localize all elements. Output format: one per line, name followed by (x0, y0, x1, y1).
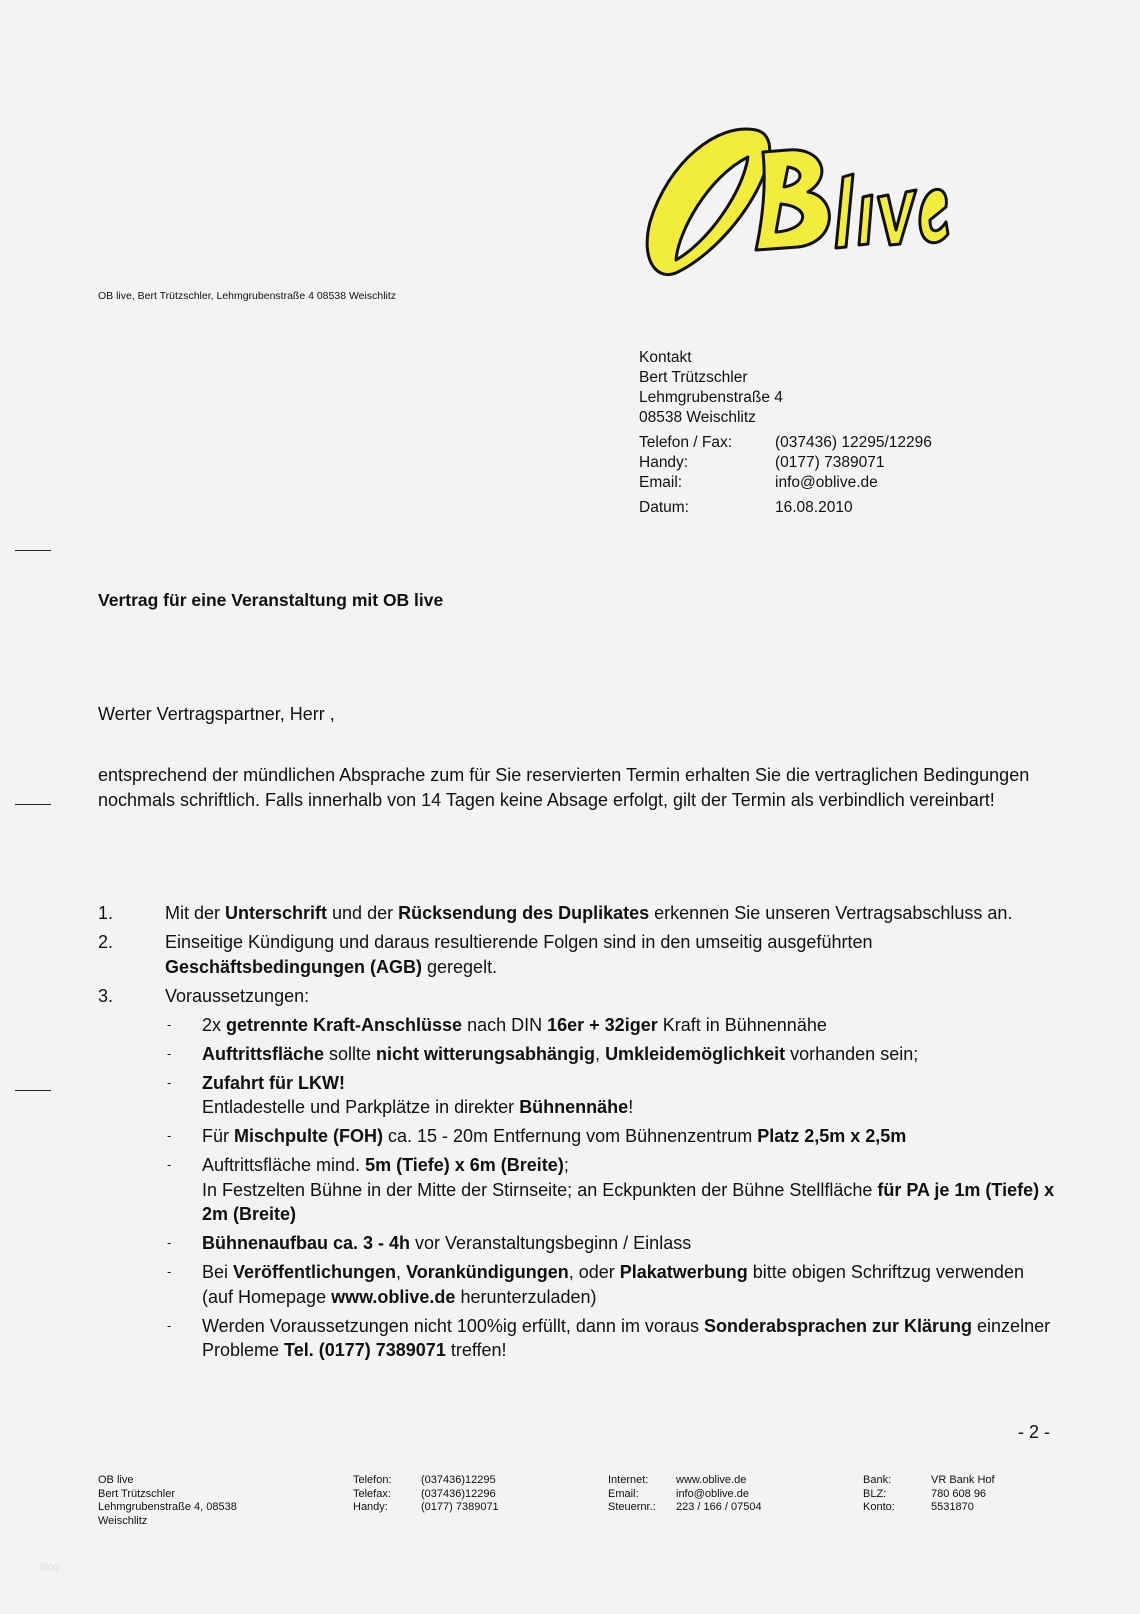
fold-mark (15, 550, 51, 551)
mobile-label: Handy: (639, 454, 689, 471)
footer-line: Bert Trützschler (98, 1487, 176, 1500)
text-run: , (595, 1043, 606, 1064)
page-number: - 2 - (1017, 1422, 1050, 1442)
text-run: Mit der (165, 903, 226, 923)
footer-value: VR Bank Hof (931, 1474, 995, 1486)
text-run: , (396, 1262, 407, 1282)
bold-text: für PA je 1m (Tiefe) x 2m (Breite) (202, 1179, 1055, 1224)
text-run: , oder (568, 1262, 620, 1282)
sub-list-text (202, 1042, 918, 1067)
footer-value: 780 608 96 (931, 1487, 987, 1500)
sub-list-item (165, 1042, 1058, 1067)
date-value: 16.08.2010 (775, 499, 853, 516)
sub-list-text (202, 1314, 1058, 1363)
footer-value: (037436)12296 (421, 1487, 496, 1500)
text-run: bitte obigen Schriftzug verwenden (auf Homepage (202, 1262, 1024, 1307)
contact-street: Lehmgrubenstraße 4 (639, 389, 783, 406)
contact-block (639, 348, 932, 518)
bold-text: Tel. (0177) 7389071 (284, 1340, 446, 1360)
list-text (165, 984, 309, 1009)
footer-email-link[interactable]: info@oblive.de (676, 1487, 749, 1500)
text-run: Werden Voraussetzungen nicht 100%ig erfüllt, dann im voraus (202, 1315, 704, 1336)
text-run: Kraft in Bühnennähe (657, 1014, 827, 1035)
list-item (98, 901, 1058, 926)
footer-line: Weischlitz (98, 1514, 148, 1527)
text-run: Einseitige Kündigung und daraus resultierende Folgen sind in den umseitig ausgeführten (165, 932, 873, 952)
footer-label: Bank: (863, 1474, 892, 1486)
footer-label: Telefax: (353, 1487, 391, 1500)
text-run: vorhanden sein; (785, 1043, 919, 1064)
contact-name: Bert Trützschler (639, 369, 748, 386)
text-run: vor Veranstaltungsbeginn / Einlass (410, 1233, 692, 1253)
text-run: ! (628, 1097, 634, 1117)
text-run: ; (563, 1155, 569, 1175)
text-run: herunterzuladen) (455, 1286, 597, 1307)
contact-heading: Kontakt (639, 349, 692, 366)
greeting: Werter Vertragspartner, Herr , (98, 704, 335, 724)
bold-text: Umkleidemöglichkeit (605, 1043, 786, 1064)
bold-text: getrennte Kraft-Anschlüsse (226, 1014, 463, 1035)
bold-text: www.oblive.de (331, 1286, 456, 1307)
dash-bullet: - (167, 1317, 172, 1333)
bold-text: Platz 2,5m x 2,5m (757, 1126, 907, 1146)
dash-bullet: - (167, 1157, 172, 1172)
text-run: Entladestelle und Parkplätze in direkter (202, 1097, 520, 1117)
footer-company (98, 1474, 237, 1528)
bold-text: Veröffentlichungen (233, 1262, 397, 1282)
bold-text: Bühnennähe (519, 1097, 629, 1117)
bold-text: Unterschrift (225, 903, 328, 923)
oblive-logo (638, 122, 953, 287)
dash-bullet: - (167, 1264, 172, 1279)
text-run: ca. 15 - 20m Entfernung vom Bühnenzentrum (383, 1126, 758, 1146)
text-run: einzelner Probleme (202, 1315, 1051, 1360)
sub-list-text (202, 1260, 1058, 1309)
phone-value: (037436) 12295/12296 (775, 434, 932, 451)
bold-text: Auftrittsfläche (202, 1043, 325, 1064)
sub-list-item (165, 1124, 1058, 1149)
text-run: sollte (324, 1043, 377, 1064)
sub-list-item (165, 1013, 1058, 1038)
footer-value: 5531870 (931, 1501, 974, 1513)
watermark: blog (40, 1562, 59, 1573)
sub-list-text (202, 1124, 906, 1149)
sub-list-text (202, 1071, 633, 1120)
text-run: In Festzelten Bühne in der Mitte der Stirnseite; an Eckpunkten der Bühne Stellfläche (202, 1179, 878, 1200)
list-number: 3. (98, 985, 114, 1006)
footer-website-link[interactable]: www.oblive.de (676, 1474, 747, 1486)
text-run: treffen! (445, 1340, 507, 1360)
sub-list-text (202, 1153, 1058, 1227)
list-text (165, 930, 1058, 979)
footer-label: Telefon: (353, 1474, 392, 1486)
sub-list-item (165, 1071, 1058, 1120)
bold-text: Sonderabsprachen zur Klärung (703, 1315, 973, 1336)
text-run: geregelt. (422, 956, 498, 977)
email-value[interactable]: info@oblive.de (775, 474, 878, 491)
bold-text: 5m (Tiefe) x 6m (Breite) (365, 1155, 564, 1175)
list-number: 2. (98, 932, 114, 952)
footer-label: BLZ: (863, 1487, 887, 1500)
list-item (98, 930, 1058, 979)
text-run: Voraussetzungen: (165, 985, 310, 1006)
dash-bullet: - (167, 1235, 172, 1250)
bold-text: nicht witterungsabhängig (376, 1043, 596, 1064)
list-item (98, 984, 1058, 1009)
dash-bullet: - (167, 1074, 172, 1090)
sub-list-text (202, 1013, 827, 1038)
text-run: erkennen Sie unseren Vertragsabschluss an. (649, 903, 1013, 923)
footer-label: Konto: (863, 1501, 895, 1513)
bold-text: Vorankündigungen (406, 1262, 569, 1282)
dash-bullet: - (167, 1045, 172, 1061)
footer-line: OB live (98, 1474, 134, 1486)
text-run: und der (327, 903, 399, 923)
text-run: Für (202, 1126, 235, 1146)
bold-text: Zufahrt für LKW! (202, 1072, 345, 1093)
contact-city: 08538 Weischlitz (639, 409, 756, 426)
text-run: Bei (202, 1262, 234, 1282)
sub-list-item (165, 1260, 1058, 1309)
sub-list-item (165, 1231, 1058, 1256)
footer-label: Internet: (608, 1474, 649, 1486)
text-run: 2x (202, 1014, 227, 1035)
email-label: Email: (639, 474, 683, 491)
footer-line: Lehmgrubenstraße 4, 08538 (98, 1501, 237, 1513)
fold-mark (15, 1090, 51, 1091)
dash-bullet: - (167, 1128, 172, 1143)
list-text (165, 901, 1012, 926)
bold-text: Plakatwerbung (619, 1262, 748, 1282)
footer-label: Email: (608, 1487, 639, 1500)
footer-label: Handy: (353, 1501, 388, 1513)
bold-text: 16er + 32iger (547, 1014, 658, 1035)
sub-list-text (202, 1231, 691, 1256)
bold-text: Bühnenaufbau ca. 3 - 4h (202, 1233, 411, 1253)
phone-label: Telefon / Fax: (639, 434, 733, 451)
text-run: Auftrittsfläche mind. (202, 1155, 366, 1175)
mobile-value: (0177) 7389071 (775, 454, 885, 471)
bold-text: Mischpulte (FOH) (234, 1126, 384, 1146)
sub-list-item (165, 1314, 1058, 1363)
sub-list-item (165, 1153, 1058, 1227)
bold-text: Geschäftsbedingungen (AGB) (165, 956, 423, 977)
conditions-list (98, 901, 1058, 1367)
hole-mark (15, 804, 51, 805)
list-number: 1. (98, 903, 114, 923)
bold-text: Rücksendung des Duplikates (398, 903, 650, 923)
footer-value: 223 / 166 / 07504 (676, 1501, 762, 1513)
text-run: nach DIN (462, 1014, 548, 1035)
intro-paragraph: entsprechend der mündlichen Absprache zum für Sie reservierten Termin erhalten Sie die vertraglichen Bedingungen nochmals schriftlich. Falls innerhalb von 14 Tagen keine Absage erfolgt, gilt der Termin als verbindlich vereinbart! (98, 765, 1030, 810)
footer-value: (037436)12295 (421, 1474, 496, 1486)
date-label: Datum: (639, 499, 689, 516)
footer-value: (0177) 7389071 (421, 1501, 499, 1513)
document-title: Vertrag für eine Veranstaltung mit OB live (98, 590, 444, 610)
sender-address-line: OB live, Bert Trützschler, Lehmgrubenstraße 4 08538 Weischlitz (98, 290, 397, 302)
dash-bullet: - (167, 1016, 172, 1032)
footer-label: Steuernr.: (608, 1501, 656, 1513)
